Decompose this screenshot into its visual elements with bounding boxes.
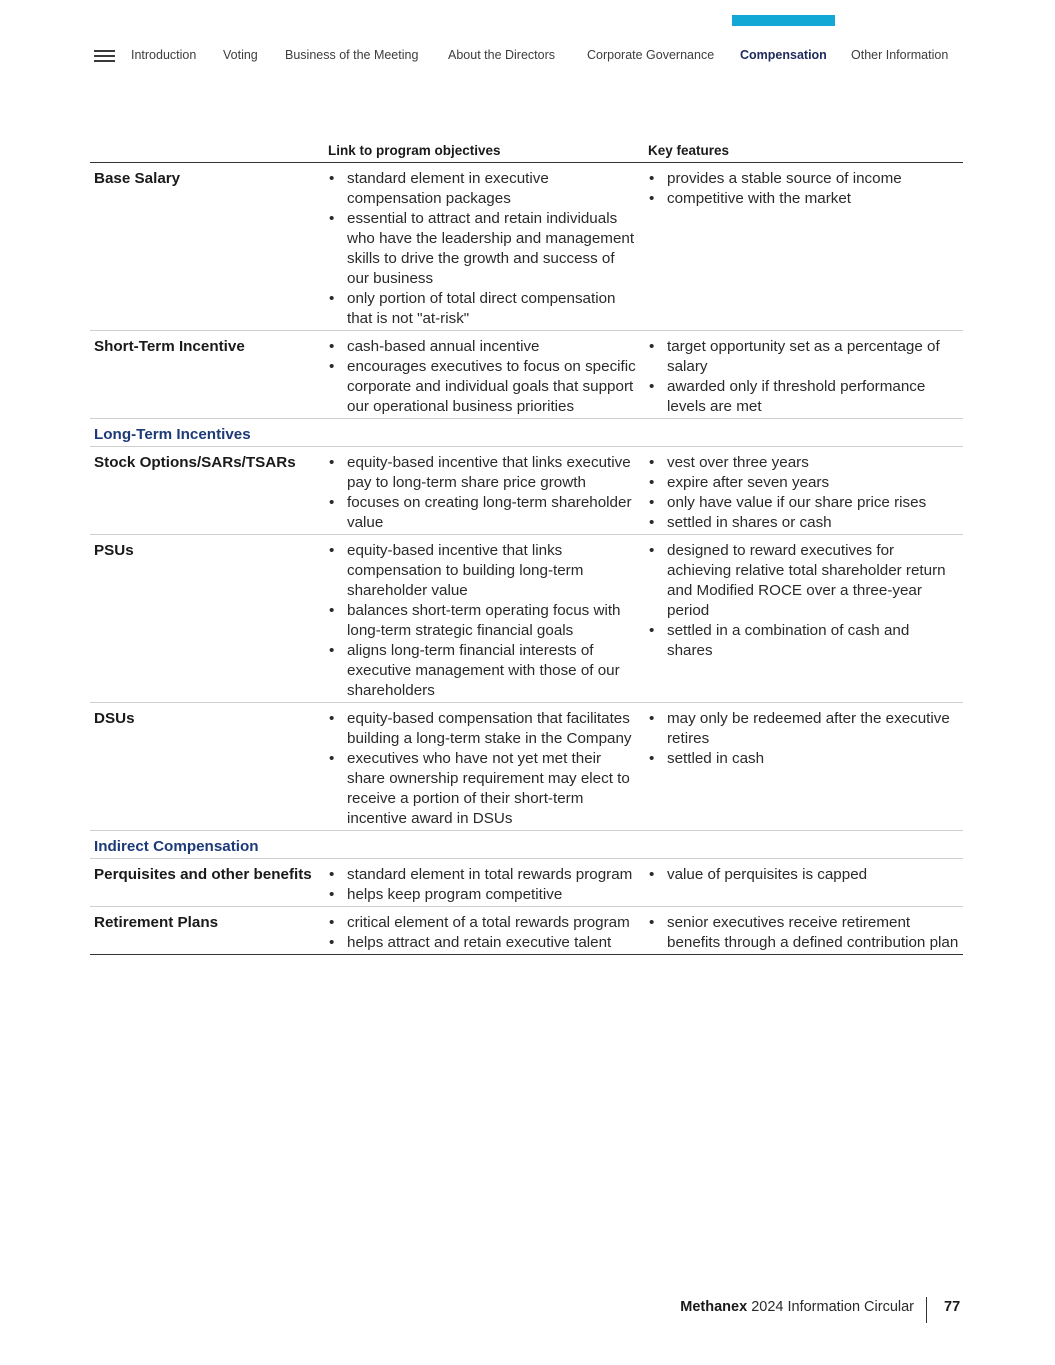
objective-item: • standard element in executive compensation packages — [328, 169, 640, 209]
page-number: 77 — [944, 1299, 961, 1315]
footer-title: 2024 Information Circular — [747, 1299, 914, 1315]
objective-item: • balances short-term operating focus with long-term strategic financial goals — [328, 601, 640, 641]
objective-item: • aligns long-term financial interests of executive management with those of our shareholders — [328, 641, 640, 701]
objective-item: • helps keep program competitive — [328, 885, 640, 905]
feature-item: • vest over three years — [648, 453, 959, 473]
feature-item: • senior executives receive retirement benefits through a defined contribution plan — [648, 913, 959, 953]
features-cell — [644, 447, 963, 535]
section-heading-indirect: Indirect Compensation — [90, 831, 963, 859]
header-link-to-objectives: Link to program objectives — [324, 140, 644, 163]
section-row — [90, 831, 963, 859]
feature-item: • settled in shares or cash — [648, 513, 959, 533]
row-label: Short-Term Incentive — [90, 331, 324, 419]
objective-item: • executives who have not yet met their share ownership requirement may elect to receive a portion of their short-term incentive award in DSUs — [328, 749, 640, 829]
objective-item: • essential to attract and retain individuals who have the leadership and management skills to drive the growth and success of our business — [328, 209, 640, 289]
section-heading-long-term: Long-Term Incentives — [90, 419, 963, 447]
table-row — [90, 331, 963, 419]
row-label: Retirement Plans — [90, 907, 324, 955]
feature-item: • value of perquisites is capped — [648, 865, 959, 885]
table-header-row — [90, 140, 963, 163]
nav-corporate-governance[interactable]: Corporate Governance — [587, 48, 715, 62]
table-row — [90, 859, 963, 907]
objective-item: • equity-based incentive that links executive pay to long-term share price growth — [328, 453, 640, 493]
objective-item: • encourages executives to focus on specific corporate and individual goals that support our operational business priorities — [328, 357, 640, 417]
features-cell — [644, 535, 963, 703]
table-row — [90, 535, 963, 703]
row-label: Base Salary — [90, 163, 324, 331]
feature-item: • awarded only if threshold performance levels are met — [648, 377, 959, 417]
feature-item: • designed to reward executives for achieving relative total shareholder return and Modified ROCE over a three-year period — [648, 541, 959, 621]
hamburger-menu-icon[interactable] — [94, 50, 115, 64]
features-cell — [644, 163, 963, 331]
nav-about-the-directors[interactable]: About the Directors — [448, 48, 555, 62]
features-cell — [644, 703, 963, 831]
header-key-features: Key features — [644, 140, 963, 163]
feature-item: • provides a stable source of income — [648, 169, 959, 189]
features-cell — [644, 859, 963, 907]
nav-business-of-the-meeting[interactable]: Business of the Meeting — [285, 48, 419, 62]
header-element — [90, 140, 324, 163]
objectives-cell — [324, 163, 644, 331]
objective-item: • equity-based incentive that links compensation to building long-term shareholder value — [328, 541, 640, 601]
objective-item: • only portion of total direct compensation that is not "at-risk" — [328, 289, 640, 329]
objectives-cell — [324, 447, 644, 535]
feature-item: • only have value if our share price rises — [648, 493, 959, 513]
nav-voting[interactable]: Voting — [223, 48, 258, 62]
active-tab-accent-bar — [732, 15, 835, 26]
row-label: Stock Options/SARs/TSARs — [90, 447, 324, 535]
nav-introduction[interactable]: Introduction — [131, 48, 197, 62]
section-row — [90, 419, 963, 447]
objective-item: • helps attract and retain executive talent — [328, 933, 640, 953]
objectives-cell — [324, 703, 644, 831]
row-label: DSUs — [90, 703, 324, 831]
feature-item: • competitive with the market — [648, 189, 959, 209]
footer-divider — [926, 1297, 927, 1323]
table-row — [90, 703, 963, 831]
compensation-elements-table — [90, 140, 963, 955]
objectives-cell — [324, 907, 644, 955]
objective-item: • focuses on creating long-term shareholder value — [328, 493, 640, 533]
table-row — [90, 907, 963, 955]
feature-item: • target opportunity set as a percentage of salary — [648, 337, 959, 377]
objectives-cell — [324, 535, 644, 703]
table-row — [90, 163, 963, 331]
feature-item: • expire after seven years — [648, 473, 959, 493]
nav-compensation[interactable]: Compensation — [740, 48, 827, 62]
objectives-cell — [324, 331, 644, 419]
feature-item: • may only be redeemed after the executive retires — [648, 709, 959, 749]
objective-item: • standard element in total rewards program — [328, 865, 640, 885]
feature-item: • settled in cash — [648, 749, 959, 769]
nav-other-information[interactable]: Other Information — [851, 48, 949, 62]
features-cell — [644, 331, 963, 419]
objective-item: • equity-based compensation that facilitates building a long-term stake in the Company — [328, 709, 640, 749]
objectives-cell — [324, 859, 644, 907]
feature-item: • settled in a combination of cash and shares — [648, 621, 959, 661]
row-label: Perquisites and other benefits — [90, 859, 324, 907]
row-label: PSUs — [90, 535, 324, 703]
table-row — [90, 447, 963, 535]
footer-publication — [680, 1299, 914, 1315]
objective-item: • cash-based annual incentive — [328, 337, 640, 357]
objective-item: • critical element of a total rewards program — [328, 913, 640, 933]
footer-brand: Methanex — [680, 1299, 748, 1315]
features-cell — [644, 907, 963, 955]
